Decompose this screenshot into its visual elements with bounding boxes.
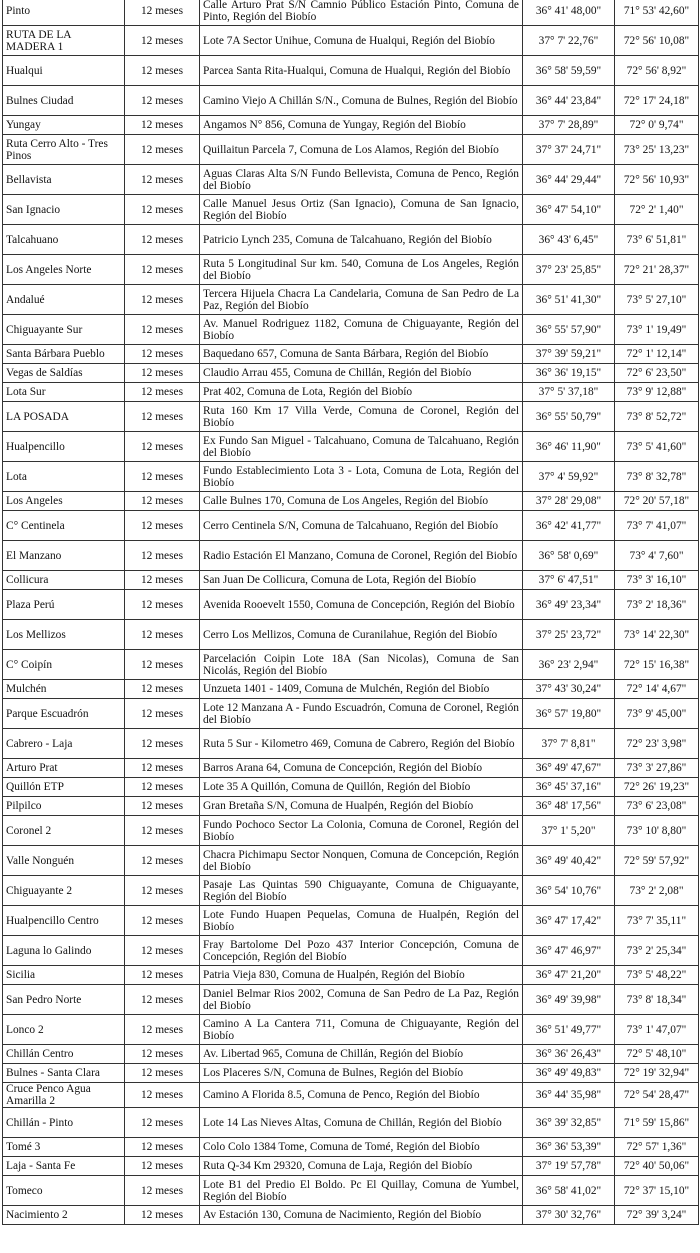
period-cell: 12 meses xyxy=(125,116,200,135)
longitude-cell: 73° 1' 47,07" xyxy=(615,1015,699,1045)
latitude-cell: 37° 5' 37,18" xyxy=(523,383,615,402)
table-row xyxy=(3,541,699,571)
period-cell: 12 meses xyxy=(125,797,200,816)
address-cell: Lote 7A Sector Unihue, Comuna de Hualqui, Región del Biobío xyxy=(200,26,523,56)
address-cell: Los Placeres S/N, Comuna de Bulnes, Región del Biobío xyxy=(200,1064,523,1083)
longitude-cell: 73° 3' 27,86" xyxy=(615,759,699,778)
table-row xyxy=(3,315,699,345)
period-cell: 12 meses xyxy=(125,778,200,797)
latitude-cell: 36° 49' 23,34" xyxy=(523,590,615,620)
longitude-cell: 72° 1' 12,14" xyxy=(615,345,699,364)
table-row xyxy=(3,620,699,650)
address-cell: Aguas Claras Alta S/N Fundo Bellevista, Comuna de Penco, Región del Biobío xyxy=(200,165,523,195)
longitude-cell: 72° 19' 32,94" xyxy=(615,1064,699,1083)
station-name-cell: Bellavista xyxy=(3,165,125,195)
station-name-cell: Los Angeles Norte xyxy=(3,255,125,285)
address-cell: Camino Viejo A Chillán S/N., Comuna de Bulnes, Región del Biobío xyxy=(200,86,523,116)
latitude-cell: 36° 47' 54,10" xyxy=(523,195,615,225)
latitude-cell: 36° 51' 49,77" xyxy=(523,1015,615,1045)
latitude-cell: 36° 49' 47,67" xyxy=(523,759,615,778)
station-name-cell: Santa Bárbara Pueblo xyxy=(3,345,125,364)
table-row xyxy=(3,402,699,432)
station-name-cell: Los Angeles xyxy=(3,492,125,511)
longitude-cell: 72° 0' 9,74" xyxy=(615,116,699,135)
period-cell: 12 meses xyxy=(125,906,200,936)
station-name-cell: Los Mellizos xyxy=(3,620,125,650)
address-cell: Chacra Pichimapu Sector Nonquen, Comuna de Concepción, Región del Biobío xyxy=(200,846,523,876)
station-name-cell: San Ignacio xyxy=(3,195,125,225)
longitude-cell: 73° 7' 35,11" xyxy=(615,906,699,936)
longitude-cell: 73° 3' 16,10" xyxy=(615,571,699,590)
address-cell: Av. Libertad 965, Comuna de Chillán, Región del Biobío xyxy=(200,1045,523,1064)
latitude-cell: 37° 39' 59,21" xyxy=(523,345,615,364)
address-cell: Quillaitun Parcela 7, Comuna de Los Alamos, Región del Biobío xyxy=(200,135,523,165)
period-cell: 12 meses xyxy=(125,285,200,315)
latitude-cell: 37° 25' 23,72" xyxy=(523,620,615,650)
longitude-cell: 73° 10' 8,80" xyxy=(615,816,699,846)
address-cell: Unzueta 1401 - 1409, Comuna de Mulchén, Región del Biobío xyxy=(200,680,523,699)
longitude-cell: 73° 5' 41,60" xyxy=(615,432,699,462)
station-name-cell: Yungay xyxy=(3,116,125,135)
longitude-cell: 72° 56' 10,93" xyxy=(615,165,699,195)
period-cell: 12 meses xyxy=(125,511,200,541)
address-cell: Cerro Los Mellizos, Comuna de Curanilahue, Región del Biobío xyxy=(200,620,523,650)
longitude-cell: 72° 2' 1,40" xyxy=(615,195,699,225)
table-row xyxy=(3,680,699,699)
table-row xyxy=(3,966,699,985)
longitude-cell: 73° 25' 13,23" xyxy=(615,135,699,165)
longitude-cell: 72° 21' 28,37" xyxy=(615,255,699,285)
longitude-cell: 72° 23' 3,98" xyxy=(615,729,699,759)
latitude-cell: 37° 30' 32,76" xyxy=(523,1206,615,1225)
stations-table-body xyxy=(3,0,699,1225)
longitude-cell: 73° 6' 23,08" xyxy=(615,797,699,816)
address-cell: Parcea Santa Rita-Hualqui, Comuna de Hualqui, Región del Biobío xyxy=(200,56,523,86)
period-cell: 12 meses xyxy=(125,0,200,26)
longitude-cell: 73° 5' 48,22" xyxy=(615,966,699,985)
table-row xyxy=(3,846,699,876)
station-name-cell: Chillán - Pinto xyxy=(3,1108,125,1138)
latitude-cell: 36° 42' 41,77" xyxy=(523,511,615,541)
longitude-cell: 72° 56' 10,08" xyxy=(615,26,699,56)
latitude-cell: 36° 49' 49,83" xyxy=(523,1064,615,1083)
table-row xyxy=(3,462,699,492)
table-row xyxy=(3,285,699,315)
address-cell: Cerro Centinela S/N, Comuna de Talcahuano, Región del Biobío xyxy=(200,511,523,541)
longitude-cell: 72° 57' 1,36" xyxy=(615,1138,699,1157)
table-row xyxy=(3,1108,699,1138)
latitude-cell: 37° 7' 22,76" xyxy=(523,26,615,56)
period-cell: 12 meses xyxy=(125,135,200,165)
latitude-cell: 36° 55' 50,79" xyxy=(523,402,615,432)
table-row xyxy=(3,0,699,26)
longitude-cell: 73° 1' 19,49" xyxy=(615,315,699,345)
table-row xyxy=(3,1138,699,1157)
station-name-cell: Lota Sur xyxy=(3,383,125,402)
latitude-cell: 37° 7' 8,81" xyxy=(523,729,615,759)
stations-table xyxy=(2,0,699,1225)
address-cell: Ruta 160 Km 17 Villa Verde, Comuna de Coronel, Región del Biobío xyxy=(200,402,523,432)
period-cell: 12 meses xyxy=(125,462,200,492)
longitude-cell: 72° 26' 19,23" xyxy=(615,778,699,797)
station-name-cell: LA POSADA xyxy=(3,402,125,432)
period-cell: 12 meses xyxy=(125,620,200,650)
table-row xyxy=(3,1176,699,1206)
address-cell: Av. Manuel Rodriguez 1182, Comuna de Chiguayante, Región del Biobío xyxy=(200,315,523,345)
address-cell: Calle Arturo Prat S/N Camnio Público Estación Pinto, Comuna de Pinto, Región del Biobío xyxy=(200,0,523,26)
station-name-cell: Vegas de Saldías xyxy=(3,364,125,383)
table-row xyxy=(3,1015,699,1045)
longitude-cell: 73° 7' 41,07" xyxy=(615,511,699,541)
latitude-cell: 37° 37' 24,71" xyxy=(523,135,615,165)
period-cell: 12 meses xyxy=(125,680,200,699)
address-cell: Angamos N° 856, Comuna de Yungay, Región del Biobío xyxy=(200,116,523,135)
longitude-cell: 73° 4' 7,60" xyxy=(615,541,699,571)
table-row xyxy=(3,383,699,402)
period-cell: 12 meses xyxy=(125,876,200,906)
period-cell: 12 meses xyxy=(125,402,200,432)
latitude-cell: 37° 4' 59,92" xyxy=(523,462,615,492)
longitude-cell: 73° 9' 12,88" xyxy=(615,383,699,402)
table-row xyxy=(3,876,699,906)
address-cell: Calle Manuel Jesus Ortiz (San Ignacio), Comuna de San Ignacio, Región del Biobío xyxy=(200,195,523,225)
address-cell: Calle Bulnes 170, Comuna de Los Angeles, Región del Biobío xyxy=(200,492,523,511)
station-name-cell: Nacimiento 2 xyxy=(3,1206,125,1225)
address-cell: Lote 14 Las Nieves Altas, Comuna de Chillán, Región del Biobío xyxy=(200,1108,523,1138)
latitude-cell: 37° 7' 28,89" xyxy=(523,116,615,135)
latitude-cell: 37° 6' 47,51" xyxy=(523,571,615,590)
table-row xyxy=(3,432,699,462)
station-name-cell: Hualpencillo Centro xyxy=(3,906,125,936)
latitude-cell: 37° 19' 57,78" xyxy=(523,1157,615,1176)
period-cell: 12 meses xyxy=(125,1064,200,1083)
latitude-cell: 36° 49' 39,98" xyxy=(523,985,615,1015)
longitude-cell: 73° 14' 22,30" xyxy=(615,620,699,650)
table-row xyxy=(3,135,699,165)
address-cell: Gran Bretaña S/N, Comuna de Hualpén, Región del Biobío xyxy=(200,797,523,816)
longitude-cell: 72° 59' 57,92" xyxy=(615,846,699,876)
period-cell: 12 meses xyxy=(125,1176,200,1206)
station-name-cell: Pilpilco xyxy=(3,797,125,816)
station-name-cell: Lonco 2 xyxy=(3,1015,125,1045)
address-cell: Patria Vieja 830, Comuna de Hualpén, Región del Biobío xyxy=(200,966,523,985)
period-cell: 12 meses xyxy=(125,936,200,966)
period-cell: 12 meses xyxy=(125,1045,200,1064)
table-row xyxy=(3,1064,699,1083)
station-name-cell: Pinto xyxy=(3,0,125,26)
longitude-cell: 73° 8' 32,78" xyxy=(615,462,699,492)
station-name-cell: Bulnes - Santa Clara xyxy=(3,1064,125,1083)
period-cell: 12 meses xyxy=(125,699,200,729)
period-cell: 12 meses xyxy=(125,1138,200,1157)
station-name-cell: El Manzano xyxy=(3,541,125,571)
station-name-cell: Hualpencillo xyxy=(3,432,125,462)
latitude-cell: 36° 49' 40,42" xyxy=(523,846,615,876)
table-row xyxy=(3,225,699,255)
period-cell: 12 meses xyxy=(125,846,200,876)
address-cell: Ruta 5 Longitudinal Sur km. 540, Comuna de Los Angeles, Región del Biobío xyxy=(200,255,523,285)
latitude-cell: 36° 43' 6,45" xyxy=(523,225,615,255)
period-cell: 12 meses xyxy=(125,165,200,195)
latitude-cell: 36° 47' 46,97" xyxy=(523,936,615,966)
latitude-cell: 36° 54' 10,76" xyxy=(523,876,615,906)
station-name-cell: Mulchén xyxy=(3,680,125,699)
latitude-cell: 36° 47' 17,42" xyxy=(523,906,615,936)
period-cell: 12 meses xyxy=(125,966,200,985)
longitude-cell: 73° 2' 25,34" xyxy=(615,936,699,966)
table-row xyxy=(3,1206,699,1225)
address-cell: Lote Fundo Huapen Pequelas, Comuna de Hualpén, Región del Biobío xyxy=(200,906,523,936)
station-name-cell: C° Centinela xyxy=(3,511,125,541)
table-row xyxy=(3,571,699,590)
table-row xyxy=(3,650,699,680)
latitude-cell: 36° 36' 19,15" xyxy=(523,364,615,383)
table-row xyxy=(3,797,699,816)
station-name-cell: Collicura xyxy=(3,571,125,590)
address-cell: Ex Fundo San Miguel - Talcahuano, Comuna de Talcahuano, Región del Biobío xyxy=(200,432,523,462)
station-name-cell: Bulnes Ciudad xyxy=(3,86,125,116)
address-cell: San Juan De Collicura, Comuna de Lota, Región del Biobío xyxy=(200,571,523,590)
longitude-cell: 72° 56' 8,92" xyxy=(615,56,699,86)
longitude-cell: 71° 53' 42,60" xyxy=(615,0,699,26)
address-cell: Fundo Establecimiento Lota 3 - Lota, Comuna de Lota, Región del Biobío xyxy=(200,462,523,492)
latitude-cell: 37° 28' 29,08" xyxy=(523,492,615,511)
latitude-cell: 37° 43' 30,24" xyxy=(523,680,615,699)
latitude-cell: 36° 45' 37,16" xyxy=(523,778,615,797)
period-cell: 12 meses xyxy=(125,1015,200,1045)
address-cell: Ruta 5 Sur - Kilometro 469, Comuna de Cabrero, Región del Biobío xyxy=(200,729,523,759)
table-row xyxy=(3,195,699,225)
period-cell: 12 meses xyxy=(125,816,200,846)
station-name-cell: Valle Nonguén xyxy=(3,846,125,876)
address-cell: Parcelación Coipin Lote 18A (San Nicolas), Comuna de San Nicolás, Región del Biobío xyxy=(200,650,523,680)
address-cell: Fray Bartolome Del Pozo 437 Interior Concepción, Comuna de Concepción, Región del Biobío xyxy=(200,936,523,966)
table-row xyxy=(3,1045,699,1064)
table-row xyxy=(3,699,699,729)
latitude-cell: 36° 41' 48,00" xyxy=(523,0,615,26)
table-row xyxy=(3,936,699,966)
station-name-cell: Sicilia xyxy=(3,966,125,985)
address-cell: Patricio Lynch 235, Comuna de Talcahuano, Región del Biobío xyxy=(200,225,523,255)
table-row xyxy=(3,364,699,383)
station-name-cell: Arturo Prat xyxy=(3,759,125,778)
period-cell: 12 meses xyxy=(125,1108,200,1138)
station-name-cell: San Pedro Norte xyxy=(3,985,125,1015)
longitude-cell: 72° 20' 57,18" xyxy=(615,492,699,511)
address-cell: Lote 35 A Quillón, Comuna de Quillón, Región del Biobío xyxy=(200,778,523,797)
latitude-cell: 36° 51' 41,30" xyxy=(523,285,615,315)
longitude-cell: 72° 17' 24,18" xyxy=(615,86,699,116)
station-name-cell: Plaza Perú xyxy=(3,590,125,620)
latitude-cell: 37° 23' 25,85" xyxy=(523,255,615,285)
station-name-cell: Cabrero - Laja xyxy=(3,729,125,759)
latitude-cell: 36° 36' 26,43" xyxy=(523,1045,615,1064)
longitude-cell: 73° 8' 52,72" xyxy=(615,402,699,432)
latitude-cell: 36° 44' 29,44" xyxy=(523,165,615,195)
latitude-cell: 36° 57' 19,80" xyxy=(523,699,615,729)
longitude-cell: 73° 2' 18,36" xyxy=(615,590,699,620)
latitude-cell: 36° 47' 21,20" xyxy=(523,966,615,985)
longitude-cell: 72° 5' 48,10" xyxy=(615,1045,699,1064)
table-row xyxy=(3,116,699,135)
latitude-cell: 36° 39' 32,85" xyxy=(523,1108,615,1138)
address-cell: Lote 12 Manzana A - Fundo Escuadrón, Comuna de Coronel, Región del Biobío xyxy=(200,699,523,729)
station-name-cell: Tomé 3 xyxy=(3,1138,125,1157)
period-cell: 12 meses xyxy=(125,315,200,345)
period-cell: 12 meses xyxy=(125,345,200,364)
address-cell: Lote B1 del Predio El Boldo. Pc El Quillay, Comuna de Yumbel, Región del Biobío xyxy=(200,1176,523,1206)
address-cell: Pasaje Las Quintas 590 Chiguayante, Comuna de Chiguayante, Región del Biobío xyxy=(200,876,523,906)
longitude-cell: 72° 15' 16,38" xyxy=(615,650,699,680)
period-cell: 12 meses xyxy=(125,86,200,116)
longitude-cell: 72° 39' 3,24" xyxy=(615,1206,699,1225)
address-cell: Colo Colo 1384 Tome, Comuna de Tomé, Región del Biobío xyxy=(200,1138,523,1157)
longitude-cell: 73° 8' 18,34" xyxy=(615,985,699,1015)
period-cell: 12 meses xyxy=(125,432,200,462)
latitude-cell: 37° 1' 5,20" xyxy=(523,816,615,846)
longitude-cell: 71° 59' 15,86" xyxy=(615,1108,699,1138)
period-cell: 12 meses xyxy=(125,195,200,225)
address-cell: Prat 402, Comuna de Lota, Región del Biobío xyxy=(200,383,523,402)
period-cell: 12 meses xyxy=(125,541,200,571)
address-cell: Camino A Florida 8.5, Comuna de Penco, Región del Biobío xyxy=(200,1083,523,1108)
period-cell: 12 meses xyxy=(125,255,200,285)
latitude-cell: 36° 44' 35,98" xyxy=(523,1083,615,1108)
station-name-cell: Laguna lo Galindo xyxy=(3,936,125,966)
latitude-cell: 36° 58' 41,02" xyxy=(523,1176,615,1206)
longitude-cell: 72° 6' 23,50" xyxy=(615,364,699,383)
period-cell: 12 meses xyxy=(125,759,200,778)
address-cell: Avenida Rooevelt 1550, Comuna de Concepción, Región del Biobío xyxy=(200,590,523,620)
table-row xyxy=(3,1157,699,1176)
table-row xyxy=(3,26,699,56)
period-cell: 12 meses xyxy=(125,729,200,759)
period-cell: 12 meses xyxy=(125,1157,200,1176)
address-cell: Radio Estación El Manzano, Comuna de Coronel, Región del Biobío xyxy=(200,541,523,571)
table-row xyxy=(3,778,699,797)
table-row xyxy=(3,86,699,116)
latitude-cell: 36° 55' 57,90" xyxy=(523,315,615,345)
station-name-cell: Talcahuano xyxy=(3,225,125,255)
latitude-cell: 36° 46' 11,90" xyxy=(523,432,615,462)
station-name-cell: Lota xyxy=(3,462,125,492)
period-cell: 12 meses xyxy=(125,26,200,56)
address-cell: Barros Arana 64, Comuna de Concepción, Región del Biobío xyxy=(200,759,523,778)
address-cell: Claudio Arrau 455, Comuna de Chillán, Región del Biobío xyxy=(200,364,523,383)
period-cell: 12 meses xyxy=(125,225,200,255)
address-cell: Av Estación 130, Comuna de Nacimiento, Región del Biobío xyxy=(200,1206,523,1225)
period-cell: 12 meses xyxy=(125,571,200,590)
station-name-cell: Tomeco xyxy=(3,1176,125,1206)
longitude-cell: 72° 40' 50,06" xyxy=(615,1157,699,1176)
longitude-cell: 72° 54' 28,47" xyxy=(615,1083,699,1108)
period-cell: 12 meses xyxy=(125,56,200,86)
station-name-cell: Quillón ETP xyxy=(3,778,125,797)
table-row xyxy=(3,255,699,285)
station-name-cell: Chillán Centro xyxy=(3,1045,125,1064)
station-name-cell: Hualqui xyxy=(3,56,125,86)
period-cell: 12 meses xyxy=(125,650,200,680)
period-cell: 12 meses xyxy=(125,590,200,620)
period-cell: 12 meses xyxy=(125,383,200,402)
address-cell: Baquedano 657, Comuna de Santa Bárbara, Región del Biobío xyxy=(200,345,523,364)
latitude-cell: 36° 58' 0,69" xyxy=(523,541,615,571)
address-cell: Daniel Belmar Rios 2002, Comuna de San Pedro de La Paz, Región del Biobío xyxy=(200,985,523,1015)
period-cell: 12 meses xyxy=(125,985,200,1015)
longitude-cell: 73° 9' 45,00" xyxy=(615,699,699,729)
table-row xyxy=(3,56,699,86)
table-row xyxy=(3,165,699,195)
station-name-cell: Cruce Penco Agua Amarilla 2 xyxy=(3,1083,125,1108)
table-row xyxy=(3,985,699,1015)
latitude-cell: 36° 23' 2,94" xyxy=(523,650,615,680)
address-cell: Fundo Pochoco Sector La Colonia, Comuna de Coronel, Región del Biobío xyxy=(200,816,523,846)
latitude-cell: 36° 36' 53,39" xyxy=(523,1138,615,1157)
station-name-cell: Ruta Cerro Alto - Tres Pinos xyxy=(3,135,125,165)
period-cell: 12 meses xyxy=(125,1206,200,1225)
table-row xyxy=(3,511,699,541)
longitude-cell: 72° 14' 4,67" xyxy=(615,680,699,699)
period-cell: 12 meses xyxy=(125,364,200,383)
station-name-cell: Coronel 2 xyxy=(3,816,125,846)
address-cell: Camino A La Cantera 711, Comuna de Chiguayante, Región del Biobío xyxy=(200,1015,523,1045)
period-cell: 12 meses xyxy=(125,492,200,511)
table-row xyxy=(3,816,699,846)
station-name-cell: Parque Escuadrón xyxy=(3,699,125,729)
station-name-cell: RUTA DE LA MADERA 1 xyxy=(3,26,125,56)
address-cell: Ruta Q-34 Km 29320, Comuna de Laja, Región del Biobío xyxy=(200,1157,523,1176)
station-name-cell: Laja - Santa Fe xyxy=(3,1157,125,1176)
station-name-cell: Andalué xyxy=(3,285,125,315)
address-cell: Tercera Hijuela Chacra La Candelaria, Comuna de San Pedro de La Paz, Región del Biobío xyxy=(200,285,523,315)
latitude-cell: 36° 48' 17,56" xyxy=(523,797,615,816)
longitude-cell: 73° 5' 27,10" xyxy=(615,285,699,315)
table-row xyxy=(3,492,699,511)
latitude-cell: 36° 58' 59,59" xyxy=(523,56,615,86)
longitude-cell: 72° 37' 15,10" xyxy=(615,1176,699,1206)
table-row xyxy=(3,729,699,759)
table-row xyxy=(3,1083,699,1108)
table-row xyxy=(3,759,699,778)
table-row xyxy=(3,345,699,364)
latitude-cell: 36° 44' 23,84" xyxy=(523,86,615,116)
station-name-cell: Chiguayante Sur xyxy=(3,315,125,345)
station-name-cell: C° Coipín xyxy=(3,650,125,680)
station-name-cell: Chiguayante 2 xyxy=(3,876,125,906)
table-row xyxy=(3,590,699,620)
longitude-cell: 73° 2' 2,08" xyxy=(615,876,699,906)
period-cell: 12 meses xyxy=(125,1083,200,1108)
longitude-cell: 73° 6' 51,81" xyxy=(615,225,699,255)
table-row xyxy=(3,906,699,936)
